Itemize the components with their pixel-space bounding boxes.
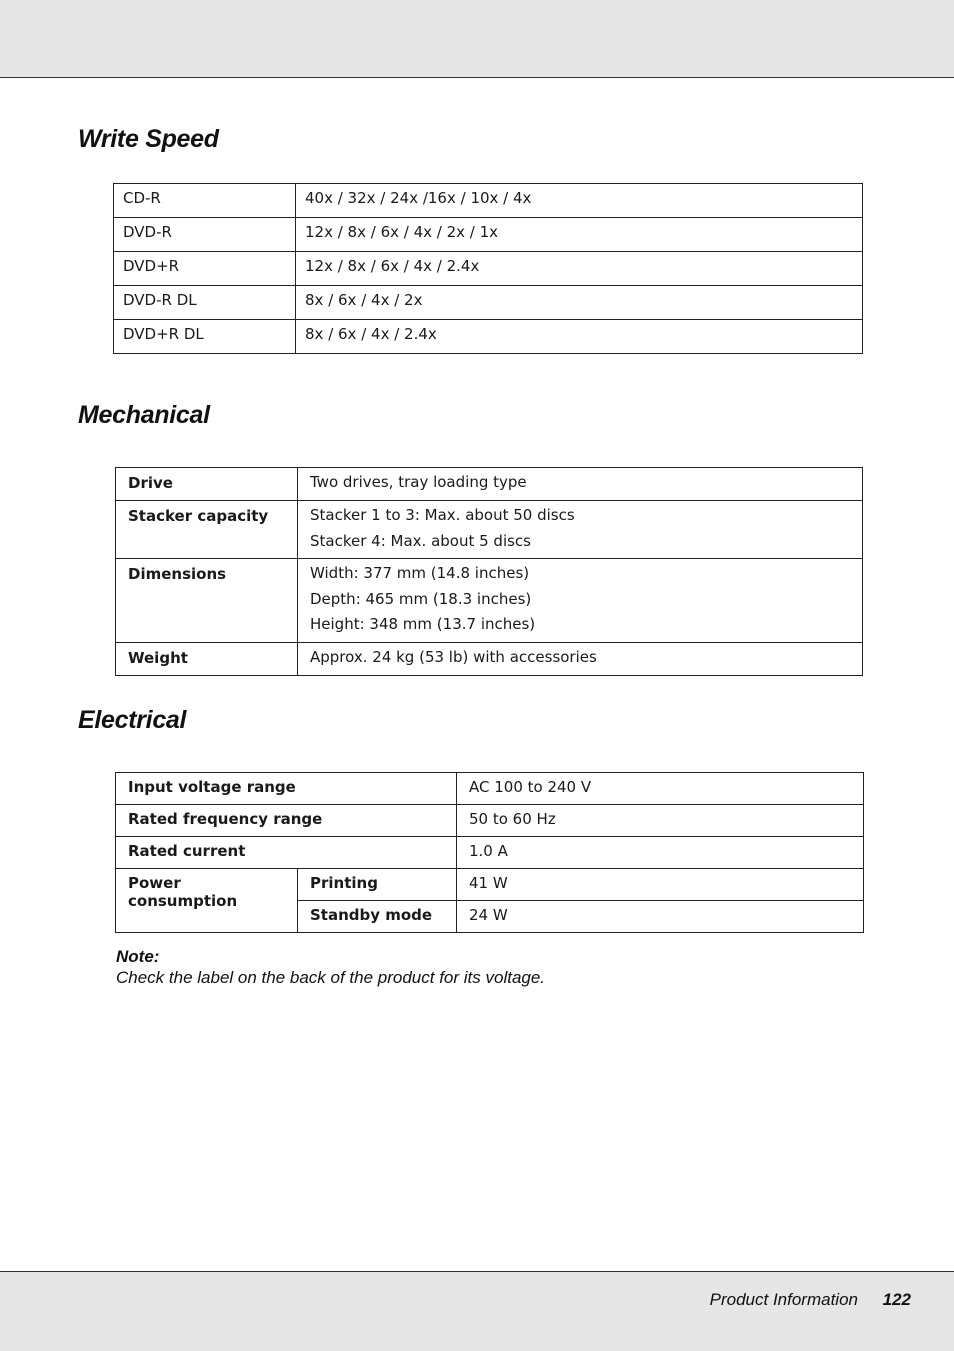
media-cell: CD-R (114, 184, 296, 218)
mechanical-table (115, 467, 863, 676)
rated-frequency-label: Rated frequency range (116, 805, 457, 837)
section-title-mechanical: Mechanical (78, 401, 210, 429)
media-cell: DVD-R (114, 218, 296, 252)
table-row (116, 805, 864, 837)
speed-cell: 8x / 6x / 4x / 2x (296, 286, 863, 320)
table-row (116, 468, 863, 501)
stacker-line-2: Stacker 4: Max. about 5 discs (310, 531, 531, 550)
table-row (116, 869, 864, 901)
table-row (114, 320, 863, 354)
standby-label: Standby mode (298, 901, 457, 933)
printing-value: 41 W (457, 869, 864, 901)
table-row (116, 559, 863, 643)
weight-text: Approx. 24 kg (53 lb) with accessories (310, 647, 597, 666)
input-voltage-value: AC 100 to 240 V (457, 773, 864, 805)
power-consumption-label: Power consumption (116, 869, 298, 933)
table-row (114, 252, 863, 286)
table-row (116, 773, 864, 805)
speed-cell: 40x / 32x / 24x /16x / 10x / 4x (296, 184, 863, 218)
stacker-label: Stacker capacity (116, 501, 298, 559)
stacker-line-1: Stacker 1 to 3: Max. about 50 discs (310, 506, 575, 524)
table-row (114, 184, 863, 218)
printing-label: Printing (298, 869, 457, 901)
table-row (114, 218, 863, 252)
stacker-value (298, 501, 863, 559)
page-header-band (0, 0, 954, 78)
dimensions-label: Dimensions (116, 559, 298, 643)
section-title-write-speed: Write Speed (78, 125, 219, 153)
page-footer-band (0, 1271, 954, 1351)
page-number: 122 (882, 1290, 911, 1309)
weight-label: Weight (116, 642, 298, 675)
media-cell: DVD+R (114, 252, 296, 286)
drive-text: Two drives, tray loading type (310, 473, 527, 491)
speed-cell: 12x / 8x / 6x / 4x / 2x / 1x (296, 218, 863, 252)
table-row (116, 837, 864, 869)
footer-section-name: Product Information (709, 1290, 858, 1309)
write-speed-table (113, 183, 863, 354)
dimension-width: Width: 377 mm (14.8 inches) (310, 564, 530, 582)
speed-cell: 12x / 8x / 6x / 4x / 2.4x (296, 252, 863, 286)
drive-label: Drive (116, 468, 298, 501)
input-voltage-label: Input voltage range (116, 773, 457, 805)
weight-value (298, 642, 863, 675)
rated-current-label: Rated current (116, 837, 457, 869)
media-cell: DVD-R DL (114, 286, 296, 320)
media-cell: DVD+R DL (114, 320, 296, 354)
table-row (116, 642, 863, 675)
speed-cell: 8x / 6x / 4x / 2.4x (296, 320, 863, 354)
table-row (114, 286, 863, 320)
dimension-height: Height: 348 mm (13.7 inches) (310, 615, 536, 633)
rated-current-value: 1.0 A (457, 837, 864, 869)
electrical-table (115, 772, 864, 933)
section-title-electrical: Electrical (78, 706, 187, 734)
note-title: Note: (116, 947, 160, 966)
dimension-depth: Depth: 465 mm (18.3 inches) (310, 589, 532, 608)
table-row (116, 501, 863, 559)
standby-value: 24 W (457, 901, 864, 933)
drive-value (298, 468, 863, 501)
dimensions-value (298, 559, 863, 643)
rated-frequency-value: 50 to 60 Hz (457, 805, 864, 837)
note-text: Check the label on the back of the product for its voltage. (116, 968, 546, 987)
